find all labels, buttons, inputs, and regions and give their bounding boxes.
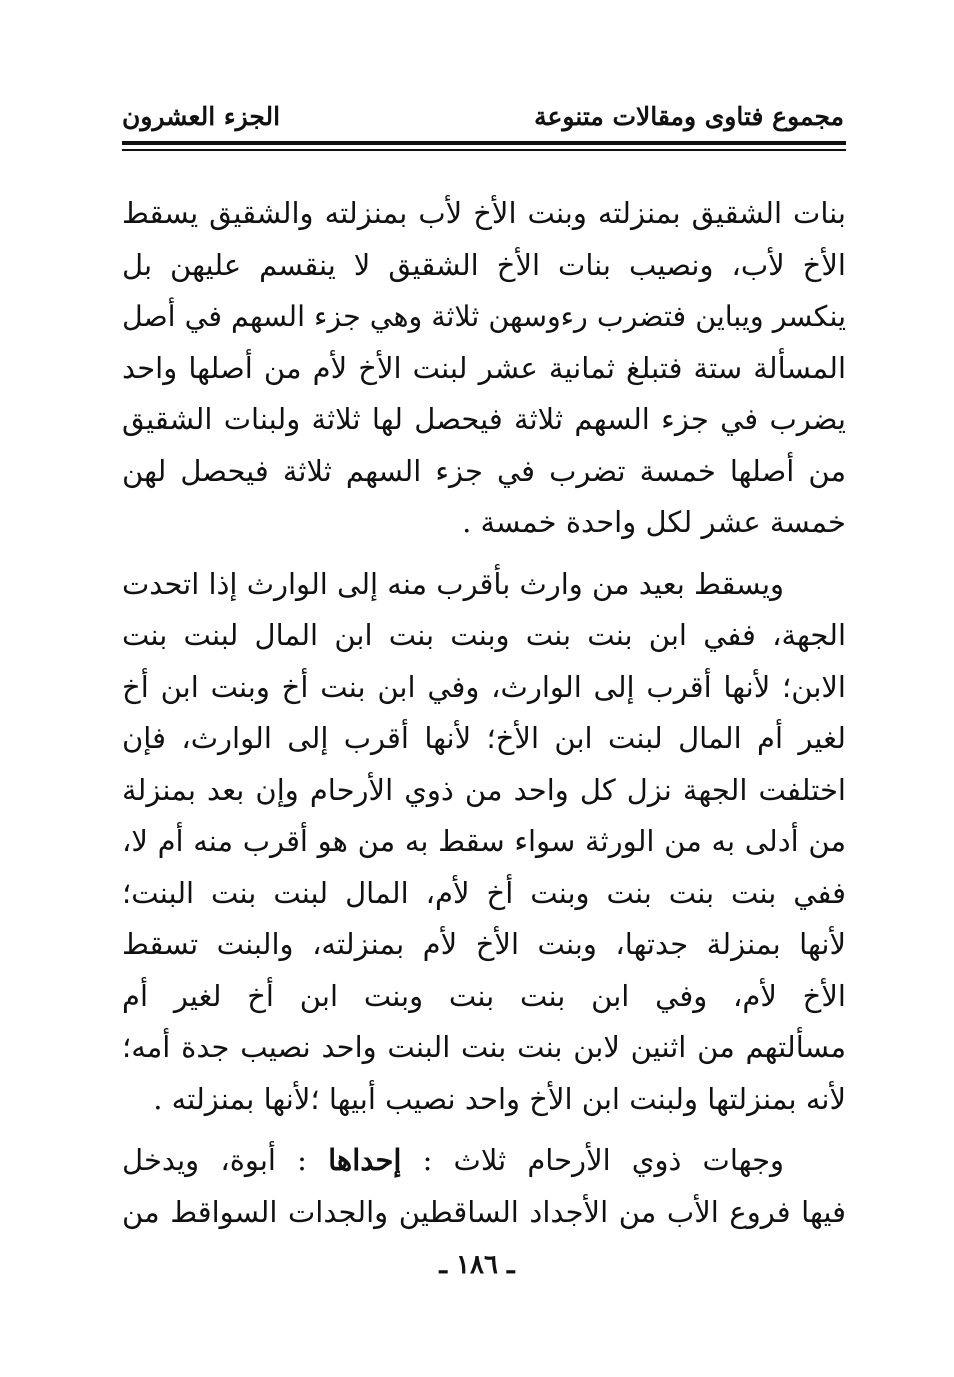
text-line: الأخ لأب، ونصيب بنات الأخ الشقيق لا ينقسم عليهن بل xyxy=(122,247,846,282)
header-rule-thick xyxy=(122,141,846,145)
text-line xyxy=(122,1135,846,1187)
text-line: يضرب في جزء السهم ثلاثة فيحصل لها ثلاثة ولبنات الشقيق xyxy=(122,402,846,436)
bold-term: إحداها xyxy=(328,1143,402,1177)
book-title: مجموع فتاوى ومقالات متنوعة xyxy=(534,101,844,131)
text-line: لأنه بمنزلتها ولبنت ابن الأخ واحد نصيب أبيها ؛لأنها بمنزلته . xyxy=(153,1081,846,1116)
paragraph-2 xyxy=(122,559,846,1126)
text-line: ويسقط بعيد من وارث بأقرب منه إلى الوارث إذا اتحدت xyxy=(122,566,784,601)
header-rule-thin xyxy=(122,149,846,151)
text-line: ففي بنت بنت بنت وبنت أخ لأم، المال لبنت بنت البنت؛ xyxy=(122,875,846,910)
text-line: الأخ لأم، وفي ابن بنت بنت وبنت ابن أخ لغير أم xyxy=(122,978,846,1013)
paragraph-1 xyxy=(122,188,846,549)
text-line: لأنها بمنزلة جدتها، وبنت الأخ لأم بمنزلته، والبنت تسقط xyxy=(122,927,846,961)
body-text xyxy=(122,188,846,1248)
text-line: الابن؛ لأنها أقرب إلى الوارث، وفي ابن بنت أخ وبنت ابن أخ xyxy=(122,669,846,704)
text-line: فيها فروع الأب من الأجداد الساقطين والجدات السواقط من xyxy=(122,1194,846,1229)
text-run: وجهات ذوي الأرحام ثلاث : xyxy=(401,1143,784,1177)
text-line: اختلفت الجهة نزل كل واحد من ذوي الأرحام وإن بعد بمنزلة xyxy=(122,772,846,807)
text-line: ينكسر ويباين فتضرب رءوسهن ثلاثة وهي جزء السهم في أصل xyxy=(122,300,846,333)
text-line: بنات الشقيق بمنزلته وبنت الأخ لأب بمنزلته والشقيق يسقط xyxy=(122,196,846,230)
text-line: خمسة عشر لكل واحدة خمسة . xyxy=(462,505,846,539)
text-line: من أدلى به من الورثة سواء سقط به من هو أقرب منه أم لا، xyxy=(122,824,846,858)
text-line: لغير أم المال لبنت ابن الأخ؛ لأنها أقرب إلى الوارث، فإن xyxy=(122,721,846,755)
text-line: من أصلها خمسة تضرب في جزء السهم ثلاثة فيحصل لهن xyxy=(122,453,846,488)
page-header xyxy=(122,96,844,136)
text-line: المسألة ستة فتبلغ ثمانية عشر لبنت الأخ لأم من أصلها واحد xyxy=(122,350,846,385)
text-line: الجهة، ففي ابن بنت بنت وبنت بنت ابن المال لبنت بنت xyxy=(122,618,846,652)
text-run: : أبوة، ويدخل xyxy=(122,1143,329,1177)
volume-title: الجزء العشرون xyxy=(122,101,281,131)
text-line: مسألتهم من اثنين لابن بنت بنت البنت واحد نصيب جدة أمه؛ xyxy=(122,1030,846,1064)
paragraph-3 xyxy=(122,1135,846,1238)
page-number: ـ ١٨٦ ـ xyxy=(439,1250,515,1280)
